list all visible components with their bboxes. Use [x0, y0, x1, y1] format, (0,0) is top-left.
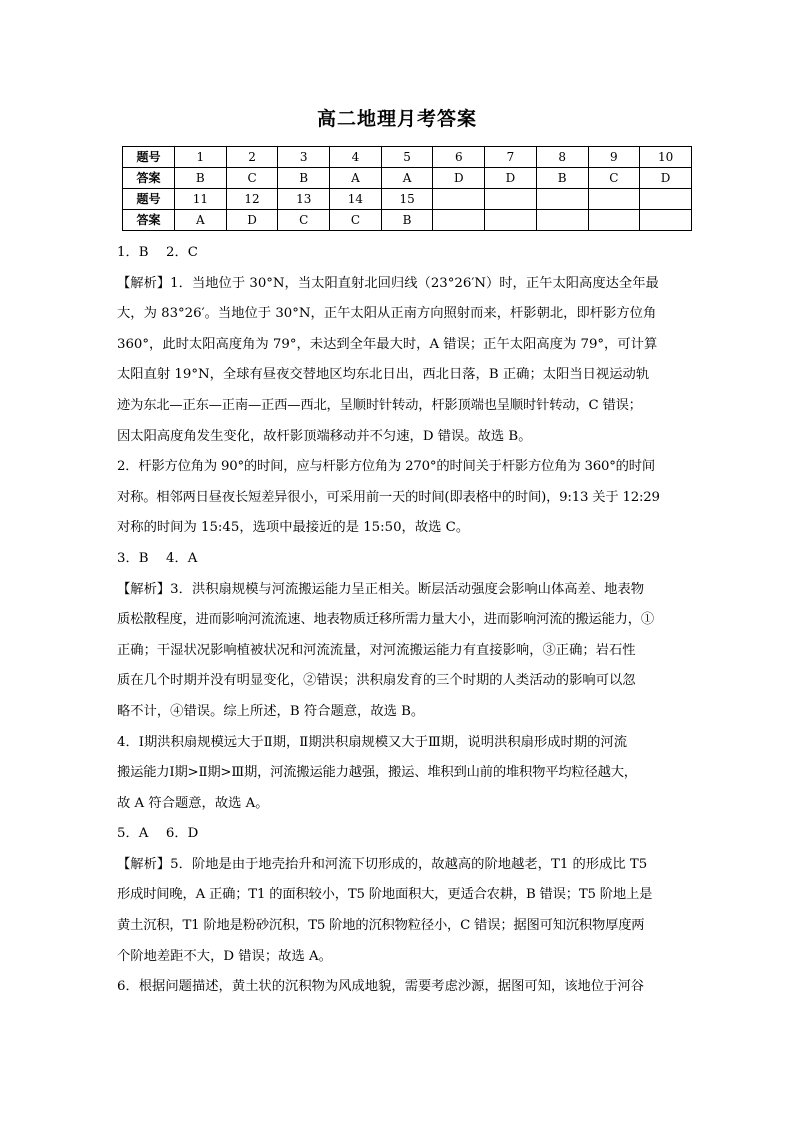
answer-explanations: [117, 238, 697, 1003]
table-cell: C: [330, 210, 382, 231]
answer-line: 1．B 2．C: [117, 245, 198, 260]
table-cell: C: [278, 210, 330, 231]
table-header-cell: 答案: [123, 210, 175, 231]
table-cell: 9: [588, 147, 640, 168]
answer-line: 5．A 6．D: [117, 826, 199, 842]
explanation-line: 太阳直射 19°N，全球有昼夜交替地区均东北日出，西北日落，B 正确；太阳当日视运动轨: [117, 367, 650, 383]
explanation-line: 个阶地差距不大，D 错误；故选 A。: [117, 948, 332, 964]
table-cell: [536, 210, 588, 231]
table-cell: 4: [330, 147, 382, 168]
page-title: 高二地理月考答案: [316, 108, 477, 130]
table-cell: D: [640, 168, 692, 189]
table-cell: C: [226, 168, 278, 189]
explanation-line: 2．杆影方位角为 90°的时间，应与杆影方位角为 270°的时间关于杆影方位角为 360°的时间: [117, 459, 655, 475]
table-cell: [640, 210, 692, 231]
table-cell: D: [226, 210, 278, 231]
table-cell: A: [175, 210, 227, 231]
explanation-line: 质在几个时期并没有明显变化，②错误；洪积扇发育的三个时期的人类活动的影响可以忽: [117, 673, 636, 689]
table-cell: 13: [278, 189, 330, 210]
table-cell: 6: [433, 147, 485, 168]
explanation-line: 4．Ⅰ期洪积扇规模远大于Ⅱ期，Ⅱ期洪积扇规模又大于Ⅲ期，说明洪积扇形成时期的河流: [117, 734, 628, 750]
table-cell: 3: [278, 147, 330, 168]
explanation-line: 对称的时间为 15:45，选项中最接近的是 15:50，故选 C。: [117, 520, 470, 536]
table-row: [123, 147, 692, 168]
table-cell: A: [330, 168, 382, 189]
table-cell: [588, 210, 640, 231]
table-cell: C: [588, 168, 640, 189]
explanation-line: 【解析】1．当地位于 30°N，当太阳直射北回归线（23°26′N）时，正午太阳高度达全年最: [117, 275, 659, 291]
table-cell: 7: [485, 147, 537, 168]
explanation-line: 正确；干湿状况影响植被状况和河流流量，对河流搬运能力有直接影响，③正确；岩石性: [117, 642, 636, 658]
table-cell: D: [485, 168, 537, 189]
table-cell: [433, 210, 485, 231]
table-cell: 5: [381, 147, 433, 168]
table-cell: [588, 189, 640, 210]
explanation-line: 故 A 符合题意，故选 A。: [117, 795, 269, 811]
table-header-cell: 答案: [123, 168, 175, 189]
table-cell: 11: [175, 189, 227, 210]
table-row: [123, 189, 692, 210]
explanation-line: 略不计，④错误。综上所述，B 符合题意，故选 B。: [117, 703, 425, 719]
table-cell: [640, 189, 692, 210]
table-cell: 15: [381, 189, 433, 210]
table-cell: 8: [536, 147, 588, 168]
explanation-line: 大，为 83°26′。当地位于 30°N，正午太阳从正南方向照射而来，杆影朝北，即杆影方位角: [117, 306, 657, 322]
answer-table: [122, 146, 692, 231]
explanation-line: 迹为东北—正东—正南—正西—西北，呈顺时针转动，杆影顶端也呈顺时针转动，C 错误；: [117, 397, 642, 413]
explanation-line: 形成时间晚，A 正确；T1 的面积较小，T5 阶地面积大，更适合农耕，B 错误；T5 阶地上是: [117, 887, 653, 903]
explanation-line: 【解析】3．洪积扇规模与河流搬运能力呈正相关。断层活动强度会影响山体高差、地表物: [117, 581, 645, 597]
table-row: [123, 168, 692, 189]
explanation-line: 搬运能力Ⅰ期>Ⅱ期>Ⅲ期，河流搬运能力越强，搬运、堆积到山前的堆积物平均粒径越大，: [117, 765, 637, 781]
table-cell: 2: [226, 147, 278, 168]
table-cell: B: [536, 168, 588, 189]
table-cell: [536, 189, 588, 210]
explanation-line: 6．根据问题描述，黄土状的沉积物为风成地貌，需要考虑沙源，据图可知，该地位于河谷: [117, 979, 645, 995]
table-cell: 12: [226, 189, 278, 210]
table-cell: B: [175, 168, 227, 189]
table-cell: [485, 189, 537, 210]
explanation-line: 因太阳高度角发生变化，故杆影顶端移动并不匀速，D 错误。故选 B。: [117, 428, 532, 444]
explanation-line: 360°，此时太阳高度角为 79°，未达到全年最大时，A 错误；正午太阳高度为 79°，可计算: [117, 336, 658, 352]
table-cell: A: [381, 168, 433, 189]
explanation-line: 【解析】5．阶地是由于地壳抬升和河流下切形成的，故越高的阶地越老，T1 的形成比 T5: [117, 856, 648, 872]
table-header-cell: 题号: [123, 147, 175, 168]
table-cell: B: [278, 168, 330, 189]
explanation-line: 对称。相邻两日昼夜长短差异很小，可采用前一天的时间(即表格中的时间)，9:13 关于 12:29: [117, 489, 660, 505]
table-cell: B: [381, 210, 433, 231]
explanation-line: 质松散程度，进而影响河流流速、地表物质迁移所需力量大小，进而影响河流的搬运能力，①: [117, 612, 654, 628]
table-header-cell: 题号: [123, 189, 175, 210]
explanation-line: 黄土沉积，T1 阶地是粉砂沉积，T5 阶地的沉积物粒径小，C 错误；据图可知沉积物厚度两: [117, 918, 645, 934]
table-cell: 1: [175, 147, 227, 168]
table-cell: 14: [330, 189, 382, 210]
table-cell: [485, 210, 537, 231]
table-cell: 10: [640, 147, 692, 168]
table-cell: D: [433, 168, 485, 189]
table-cell: [433, 189, 485, 210]
table-row: [123, 210, 692, 231]
answer-line: 3．B 4．A: [117, 550, 198, 566]
